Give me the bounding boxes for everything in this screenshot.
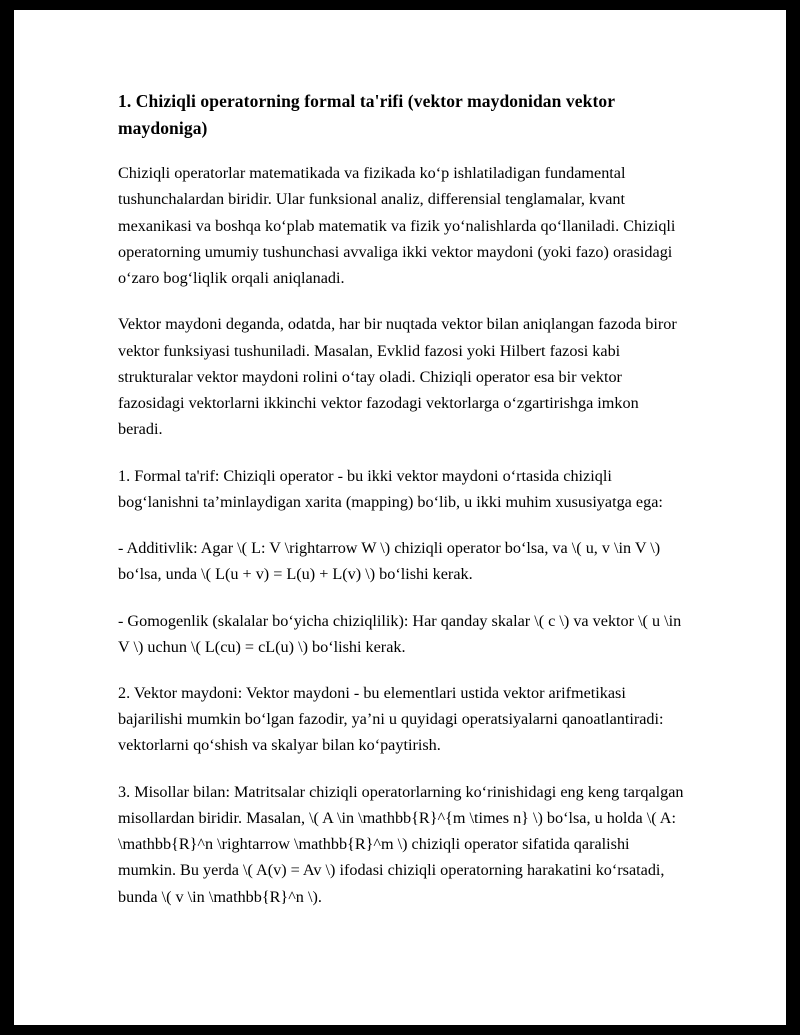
document-body [14,10,786,910]
paragraph-formal-definition: 1. Formal ta'rif: Chiziqli operator - bu ikki vektor maydoni o‘rtasida chiziqli bog‘lanishni ta’minlaydigan xarita (mapping) bo‘lib, u ikki muhim xususiyatga ega: [118,466,663,511]
page-title: 1. Chiziqli operatorning formal ta'rifi (vektor maydonidan vektor maydoniga) [118,91,615,139]
paragraph-additivity: - Additivlik: Agar \( L: V \rightarrow W \) chiziqli operator bo‘lsa, va \( u, v \in V \) bo‘lsa, unda \( L(u + v) = L(u) + L(v) \) bo‘lishi kerak. [118,539,661,584]
paragraph-examples: 3. Misollar bilan: Matritsalar chiziqli operatorlarning ko‘rinishidagi eng keng tarqalgan misollardan biridir. Masalan, \( A \in \mathbb{R}^{m \times n} \) bo‘lsa, u holda \( A: \mathbb{R}^n \rightarrow \mathbb{R}^m \) chiziqli operator sifatida qaralishi mumkin. Bu yerda \( A(v) = Av \) ifodasi chiziqli operatorning harakatini ko‘rsatadi, bunda \( v \in \mathbb{R}^n \). [118,782,684,906]
paragraph-vector-field: Vektor maydoni deganda, odatda, har bir nuqtada vektor bilan aniqlangan fazoda biror vektor funksiyasi tushuniladi. Masalan, Evklid fazosi yoki Hilbert fazosi kabi strukturalar vektor maydoni rolini o‘tay oladi. Chiziqli operator esa bir vektor fazosidagi vektorlarni ikkinchi vektor fazodagi vektorlarga o‘zgartirishga imkon beradi. [118,315,677,439]
document-page [14,10,786,1025]
paragraph-vector-space: 2. Vektor maydoni: Vektor maydoni - bu elementlari ustida vektor arifmetikasi bajarilishi mumkin bo‘lgan fazodir, ya’ni u quyidagi operatsiyalarni qanoatlantiradi: vektorlarni qo‘shish va skalyar bilan ko‘paytirish. [118,684,664,755]
paragraph-homogeneity: - Gomogenlik (skalalar bo‘yicha chiziqlilik): Har qanday skalar \( c \) va vektor \( u \in V \) uchun \( L(cu) = cL(u) \) bo‘lishi kerak. [118,611,682,656]
paragraph-intro: Chiziqli operatorlar matematikada va fizikada ko‘p ishlatiladigan fundamental tushunchalardan biridir. Ular funksional analiz, differensial tenglamalar, kvant mexanikasi va boshqa ko‘plab matematik va fizik yo‘nalishlarda qo‘llaniladi. Chiziqli operatorning umumiy tushunchasi avvaliga ikki vektor maydoni (yoki fazo) orasidagi o‘zaro bog‘liqlik orqali aniqlanadi. [118,164,676,288]
